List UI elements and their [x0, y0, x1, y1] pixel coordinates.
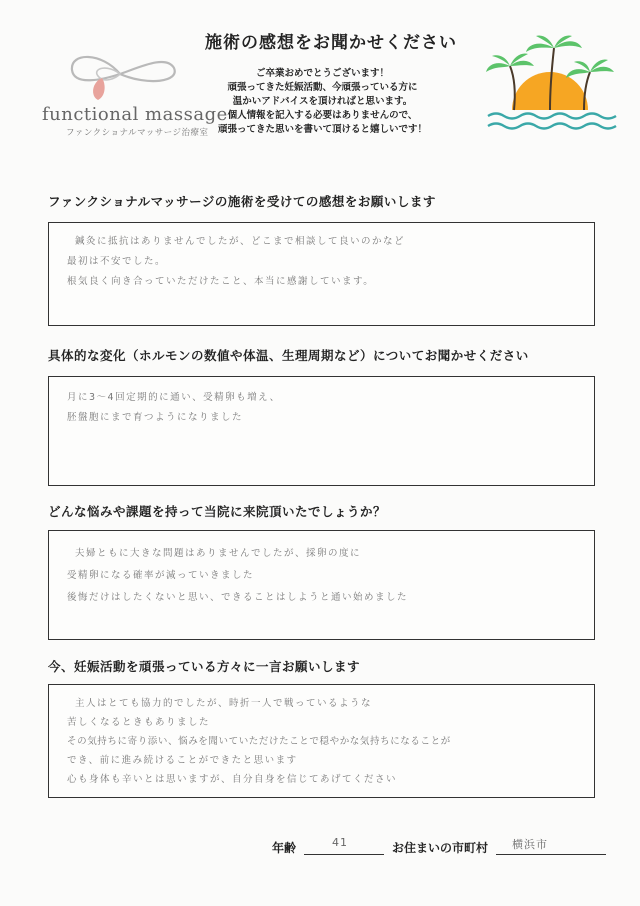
- answer-line: 主人はとても協力的でしたが、時折一人で戦っているような: [75, 698, 373, 709]
- age-value: 41: [332, 836, 348, 849]
- answer-line: その気持ちに寄り添い、悩みを聞いていただけたことで穏やかな気持ちになることが: [67, 736, 451, 747]
- question-2: 具体的な変化（ホルモンの数値や体温、生理周期など）についてお聞かせください: [48, 348, 529, 363]
- page-title: 施術の感想をお聞かせください: [205, 33, 457, 53]
- logo-text: functional massage: [42, 104, 228, 125]
- logo-icon: [62, 46, 182, 104]
- answer-line: 胚盤胞にまで育つようになりました: [67, 412, 244, 423]
- answer-box-3: [48, 530, 595, 640]
- answer-line: 苦しくなるときもありました: [67, 717, 211, 728]
- residence-field: [496, 834, 606, 855]
- answer-line: 月に3〜4回定期的に通い、受精卵も増え、: [67, 392, 281, 403]
- answer-line: 後悔だけはしたくないと思い、できることはしようと通い始めました: [67, 592, 409, 603]
- logo-subtitle: ファンクショナルマッサージ治療室: [66, 128, 209, 138]
- intro-line: 頑張ってきた妊娠活動、今頑張っている方に: [227, 82, 418, 93]
- residence-label: お住まいの市町村: [392, 841, 489, 855]
- answer-line: 鍼灸に抵抗はありませんでしたが、どこまで相談して良いのかなど: [75, 236, 406, 247]
- question-1: ファンクショナルマッサージの施術を受けての感想をお願いします: [48, 194, 436, 209]
- intro-line: 頑張ってきた思いを書いて頂けると嬉しいです！: [217, 124, 427, 135]
- intro-line: ご卒業おめでとうございます！: [255, 68, 389, 79]
- answer-box-4: [48, 684, 595, 798]
- answer-line: 根気良く向き合っていただけたこと、本当に感謝しています。: [67, 276, 375, 287]
- answer-line: 最初は不安でした。: [67, 256, 167, 267]
- answer-line: 受精卵になる確率が減っていきました: [67, 570, 255, 581]
- intro-line: 個人情報を記入する必要はありませんので、: [227, 110, 418, 121]
- palm-sunset-icon: [484, 30, 618, 136]
- answer-box-2: [48, 376, 595, 486]
- answer-line: 心も身体も辛いとは思いますが、自分自身を信じてあげてください: [67, 774, 398, 785]
- residence-value: 横浜市: [512, 838, 548, 851]
- answer-box-1: [48, 222, 595, 326]
- intro-line: 温かいアドバイスを頂ければと思います。: [232, 96, 413, 107]
- age-field: [304, 834, 384, 855]
- answer-line: でき、前に進み続けることができたと思います: [67, 755, 298, 766]
- question-4: 今、妊娠活動を頑張っている方々に一言お願いします: [48, 659, 361, 674]
- age-label: 年齢: [272, 841, 297, 855]
- answer-line: 夫婦ともに大きな問題はありませんでしたが、採卵の度に: [75, 548, 362, 559]
- question-3: どんな悩みや課題を持って当院に来院頂いたでしょうか？: [48, 504, 387, 519]
